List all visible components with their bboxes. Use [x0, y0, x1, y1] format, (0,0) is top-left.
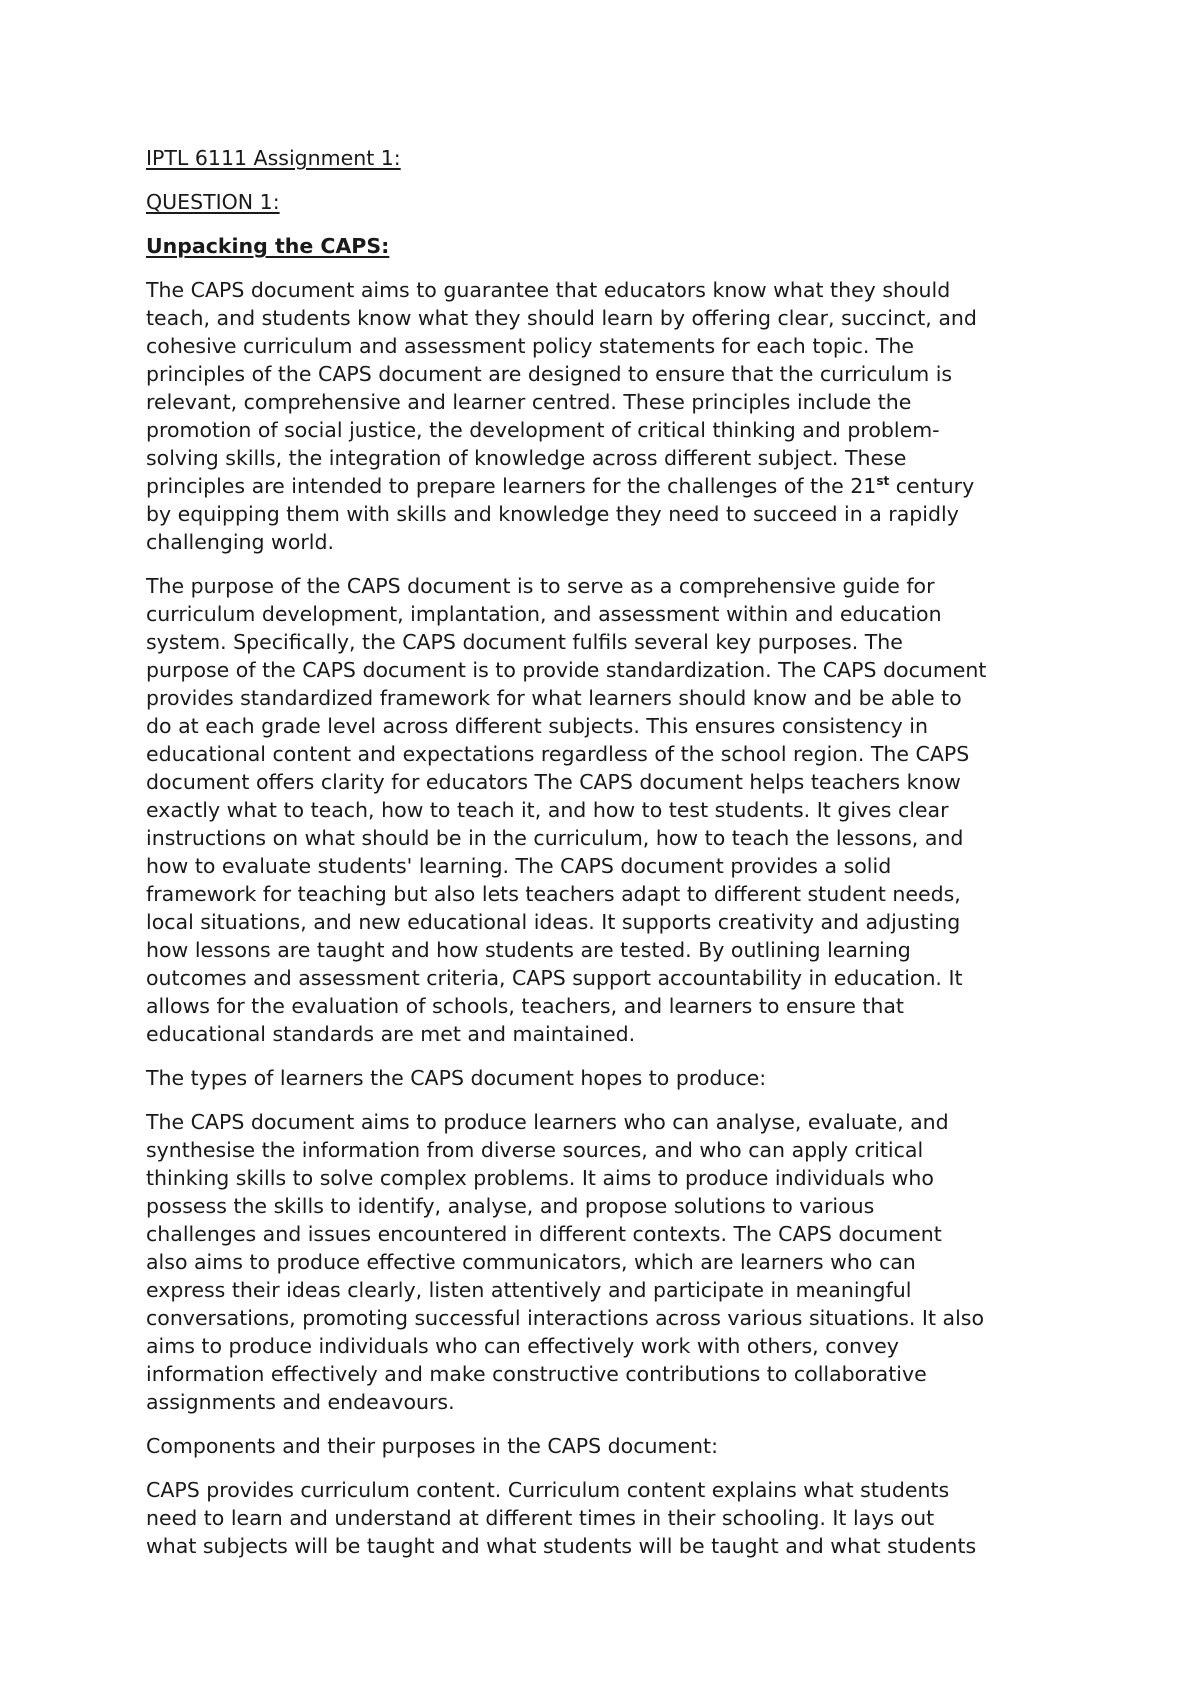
- text-line: information effectively and make constructive contributions to collaborative: [146, 1362, 927, 1386]
- paragraph-learner-types: [146, 1108, 1086, 1416]
- question-heading: QUESTION 1:: [146, 190, 280, 214]
- text-line: relevant, comprehensive and learner centred. These principles include the: [146, 390, 912, 414]
- text-line: synthesise the information from diverse sources, and who can apply critical: [146, 1138, 924, 1162]
- text-line: how lessons are taught and how students are tested. By outlining learning: [146, 938, 911, 962]
- text-line: educational standards are met and maintained.: [146, 1022, 636, 1046]
- text-line: promotion of social justice, the development of critical thinking and problem-: [146, 418, 940, 442]
- text-line: principles of the CAPS document are designed to ensure that the curriculum is: [146, 362, 953, 386]
- paragraph-curriculum-content: [146, 1476, 1086, 1560]
- text-line: The CAPS document aims to produce learners who can analyse, evaluate, and: [146, 1110, 949, 1134]
- text-line: what subjects will be taught and what students will be taught and what students: [146, 1534, 977, 1558]
- text-line: instructions on what should be in the curriculum, how to teach the lessons, and: [146, 826, 964, 850]
- text-line: The CAPS document aims to guarantee that educators know what they should: [146, 278, 951, 302]
- text-line: thinking skills to solve complex problems. It aims to produce individuals who: [146, 1166, 934, 1190]
- text-line: cohesive curriculum and assessment policy statements for each topic. The: [146, 334, 915, 358]
- paragraph-learner-types-heading: [146, 1064, 1086, 1092]
- text-line: also aims to produce effective communicators, which are learners who can: [146, 1250, 916, 1274]
- text-line: document offers clarity for educators The CAPS document helps teachers know: [146, 770, 961, 794]
- paragraph-components-heading: [146, 1432, 1086, 1460]
- text-line: need to learn and understand at different times in their schooling. It lays out: [146, 1506, 935, 1530]
- text-line: assignments and endeavours.: [146, 1390, 455, 1414]
- section-heading: Unpacking the CAPS:: [146, 234, 390, 258]
- text-line: how to evaluate students' learning. The CAPS document provides a solid: [146, 854, 892, 878]
- text-line: exactly what to teach, how to teach it, and how to test students. It gives clear: [146, 798, 949, 822]
- text-line-with-superscript: [146, 472, 1086, 500]
- text-line: purpose of the CAPS document is to provide standardization. The CAPS document: [146, 658, 987, 682]
- text-line: conversations, promoting successful interactions across various situations. It also: [146, 1306, 984, 1330]
- paragraph-principles: [146, 276, 1086, 556]
- text-line: provides standardized framework for what learners should know and be able to: [146, 686, 962, 710]
- text-line: aims to produce individuals who can effectively work with others, convey: [146, 1334, 899, 1358]
- text-line: framework for teaching but also lets teachers adapt to different student needs,: [146, 882, 961, 906]
- superscript: st: [876, 474, 890, 489]
- text-line: curriculum development, implantation, and assessment within and education: [146, 602, 942, 626]
- text-line: challenges and issues encountered in different contexts. The CAPS document: [146, 1222, 942, 1246]
- text-line: The purpose of the CAPS document is to serve as a comprehensive guide for: [146, 574, 935, 598]
- text-line: solving skills, the integration of knowledge across different subject. These: [146, 446, 907, 470]
- document-title: IPTL 6111 Assignment 1:: [146, 146, 401, 170]
- text-line: teach, and students know what they should learn by offering clear, succinct, and: [146, 306, 977, 330]
- text-line: challenging world.: [146, 530, 335, 554]
- text-fragment: principles are intended to prepare learners for the challenges of the 21: [146, 474, 877, 498]
- text-line: possess the skills to identify, analyse, and propose solutions to various: [146, 1194, 875, 1218]
- text-line: do at each grade level across different subjects. This ensures consistency in: [146, 714, 928, 738]
- text-line: educational content and expectations regardless of the school region. The CAPS: [146, 742, 970, 766]
- text-line: express their ideas clearly, listen attentively and participate in meaningful: [146, 1278, 912, 1302]
- text-line: allows for the evaluation of schools, teachers, and learners to ensure that: [146, 994, 904, 1018]
- text-line: system. Specifically, the CAPS document fulfils several key purposes. The: [146, 630, 903, 654]
- document-page: [146, 144, 1086, 1576]
- text-line: CAPS provides curriculum content. Curriculum content explains what students: [146, 1478, 950, 1502]
- paragraph-purpose: [146, 572, 1086, 1048]
- text-line: Components and their purposes in the CAPS document:: [146, 1434, 718, 1458]
- text-line: outcomes and assessment criteria, CAPS support accountability in education. It: [146, 966, 963, 990]
- text-line: local situations, and new educational ideas. It supports creativity and adjusting: [146, 910, 961, 934]
- text-line: The types of learners the CAPS document hopes to produce:: [146, 1066, 767, 1090]
- text-fragment: century: [889, 474, 975, 498]
- text-line: by equipping them with skills and knowledge they need to succeed in a rapidly: [146, 502, 959, 526]
